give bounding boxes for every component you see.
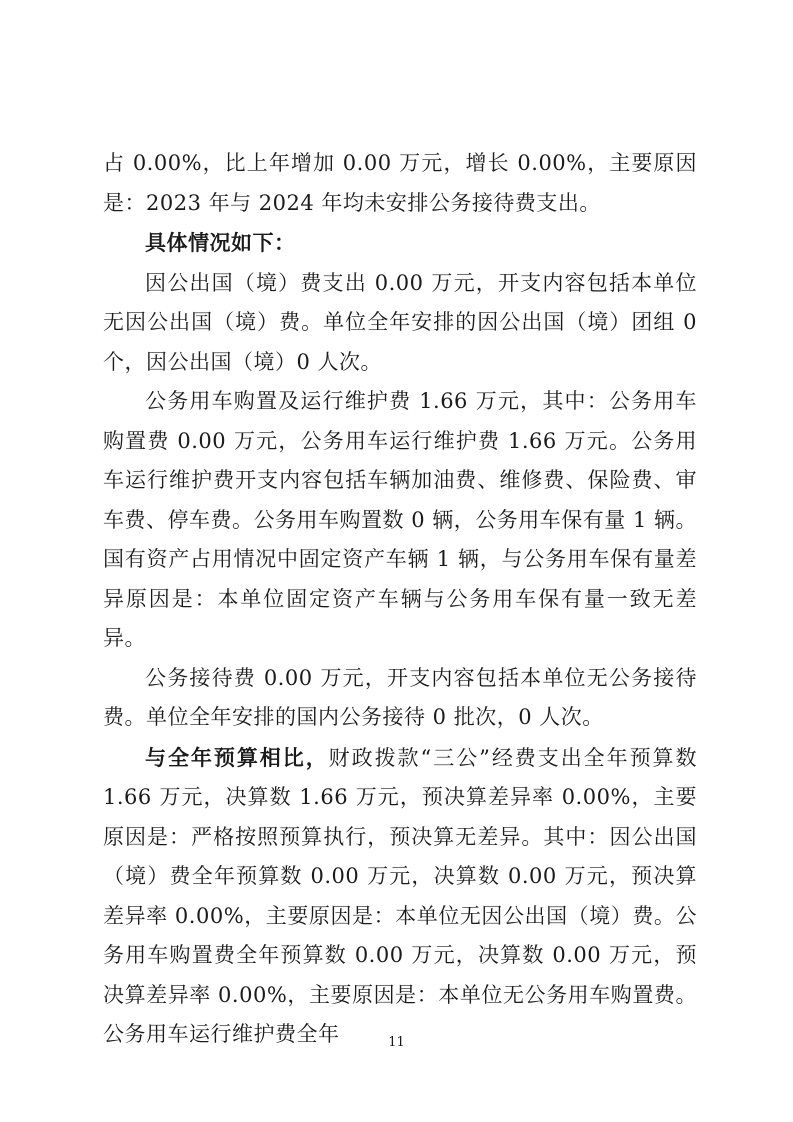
paragraph bbox=[103, 659, 697, 738]
paragraph-bold-lead: 与全年预算相比， bbox=[145, 744, 329, 770]
paragraph-text: 公务接待费 0.00 万元，开支内容包括本单位无公务接待费。单位全年安排的国内公务接待 0 批次，0 人次。 bbox=[103, 665, 697, 729]
page-number: 11 bbox=[388, 1035, 405, 1050]
paragraph-text: 占 0.00%，比上年增加 0.00 万元，增长 0.00%，主要原因是：2023 年与 2024 年均未安排公务接待费支出。 bbox=[103, 151, 697, 215]
page-footer bbox=[0, 1035, 793, 1050]
paragraph bbox=[103, 382, 697, 659]
paragraph bbox=[103, 144, 697, 223]
paragraph bbox=[103, 738, 697, 1055]
paragraph-text: 因公出国（境）费支出 0.00 万元，开支内容包括本单位无因公出国（境）费。单位全年安排的因公出国（境）团组 0 个，因公出国（境）0 人次。 bbox=[103, 270, 697, 374]
paragraph-text: 公务用车购置及运行维护费 1.66 万元，其中：公务用车购置费 0.00 万元，公务用车运行维护费 1.66 万元。公务用车运行维护费开支内容包括车辆加油费、维修费、保险费、审车费、停车费。公务用车购置数 0 辆，公务用车保有量 1 辆。国有资产占用情况中固定资产车辆 1 辆，与公务用车保有量差异原因是：本单位固定资产车辆与公务用车保有量一致无差异。 bbox=[103, 389, 697, 650]
paragraph-text: 财政拨款“三公”经费支出全年预算数 1.66 万元，决算数 1.66 万元，预决算差异率 0.00%，主要原因是：严格按照预算执行，预决算无差异。其中：因公出国（境）费全年预算数 0.00 万元，决算数 0.00 万元，预决算差异率 0.00%，主要原因是：本单位无因公出国（境）费。公务用车购置费全年预算数 0.00 万元，决算数 0.00 万元，预决算差异率 0.00%，主要原因是：本单位无公务用车购置费。公务用车运行维护费全年 bbox=[103, 745, 697, 1046]
document-body bbox=[103, 144, 697, 1055]
paragraph bbox=[103, 264, 697, 383]
paragraph-bold-lead: 具体情况如下： bbox=[145, 230, 296, 255]
paragraph bbox=[103, 223, 697, 264]
